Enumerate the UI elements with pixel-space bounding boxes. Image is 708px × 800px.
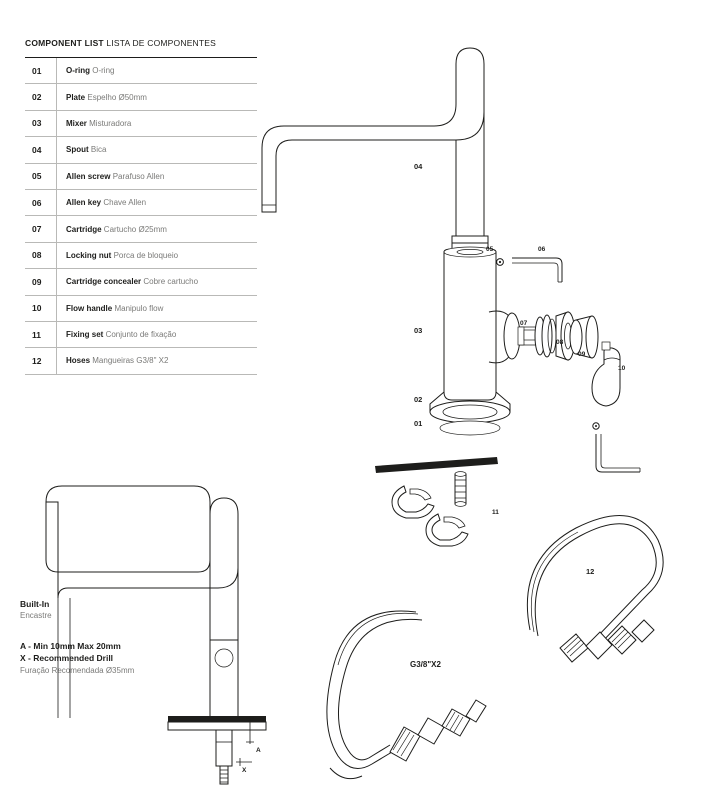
- row-label-en: Cartridge concealer: [66, 277, 142, 287]
- row-label-en: Cartridge: [66, 224, 102, 234]
- row-label-pt: Manipulo flow: [114, 303, 164, 313]
- callout-spout: 04: [414, 162, 423, 171]
- cartridge-drawing: [524, 315, 556, 357]
- row-number: 06: [25, 190, 57, 215]
- row-label-en: Plate: [66, 92, 86, 102]
- row-label-pt: Conjunto de fixação: [105, 330, 177, 340]
- mixer-body-drawing: [430, 236, 536, 435]
- allen-screw-drawing: [497, 259, 504, 266]
- builtin-line-x-pt: Furação Recomendada Ø35mm: [20, 665, 135, 675]
- callout-dim-x: X: [242, 767, 247, 774]
- hoses-drawing: [327, 516, 663, 779]
- lower-allen-key-drawing: [593, 423, 640, 472]
- row-label-en: Allen screw: [66, 171, 111, 181]
- row-label-en: Allen key: [66, 198, 102, 208]
- row-label-pt: Cartucho Ø25mm: [103, 224, 167, 234]
- row-label-pt: O-ring: [92, 66, 115, 76]
- row-number: 11: [25, 322, 57, 347]
- row-number: 03: [25, 111, 57, 136]
- row-number: 01: [25, 58, 57, 83]
- row-label-en: Spout: [66, 145, 89, 155]
- callout-concealer: 09: [578, 351, 586, 358]
- row-label-en: Hoses: [66, 356, 91, 366]
- allen-key-drawing: [512, 258, 562, 282]
- builtin-line-x-en: X - Recommended Drill: [20, 653, 114, 664]
- callout-dim-a: A: [256, 747, 261, 754]
- callout-plate: 02: [414, 395, 423, 404]
- row-number: 05: [25, 164, 57, 189]
- callout-mixer: 03: [414, 326, 423, 335]
- builtin-heading-pt: Encastre: [20, 611, 52, 621]
- callout-allen-key: 06: [538, 246, 546, 253]
- row-label-pt: Parafuso Allen: [112, 171, 165, 181]
- row-number: 10: [25, 296, 57, 321]
- callout-hose-size: G3/8"X2: [410, 660, 441, 669]
- builtin-tap-drawing: [46, 486, 266, 784]
- row-number: 09: [25, 269, 57, 294]
- row-number: 02: [25, 84, 57, 109]
- callout-locking-nut: 08: [556, 339, 564, 346]
- row-label-pt: Bica: [90, 145, 107, 155]
- row-label-pt: Espelho Ø50mm: [87, 92, 147, 102]
- row-label-en: Fixing set: [66, 330, 104, 340]
- row-label-pt: Porca de bloqueio: [113, 250, 179, 260]
- builtin-heading-en: Built-In: [20, 599, 50, 609]
- row-label-en: Mixer: [66, 118, 87, 128]
- row-number: 08: [25, 243, 57, 268]
- callout-flow-handle: 10: [618, 365, 626, 372]
- spout-drawing: [262, 48, 484, 236]
- row-label-pt: Mangueiras G3/8" X2: [92, 356, 169, 366]
- row-label-en: Flow handle: [66, 303, 113, 313]
- component-list-title-bold: COMPONENT LIST: [25, 38, 104, 48]
- callout-cartridge: 07: [520, 320, 528, 327]
- component-list-title-normal: LISTA DE COMPONENTES: [106, 38, 217, 48]
- row-label-pt: Misturadora: [89, 118, 132, 128]
- row-number: 04: [25, 137, 57, 162]
- row-number: 12: [25, 348, 57, 373]
- callout-allen-screw: 05: [486, 246, 494, 253]
- fixing-set-drawing: [375, 457, 498, 546]
- callout-hoses: 12: [586, 567, 595, 576]
- row-label-pt: Chave Allen: [103, 198, 147, 208]
- callout-fixing-set: 11: [492, 509, 499, 516]
- row-label-pt: Cobre cartucho: [143, 277, 199, 287]
- builtin-line-a: A - Min 10mm Max 20mm: [20, 640, 121, 651]
- row-label-en: O-ring: [66, 66, 90, 76]
- row-label-en: Locking nut: [66, 250, 112, 260]
- row-number: 07: [25, 216, 57, 241]
- callout-o-ring: 01: [414, 419, 423, 428]
